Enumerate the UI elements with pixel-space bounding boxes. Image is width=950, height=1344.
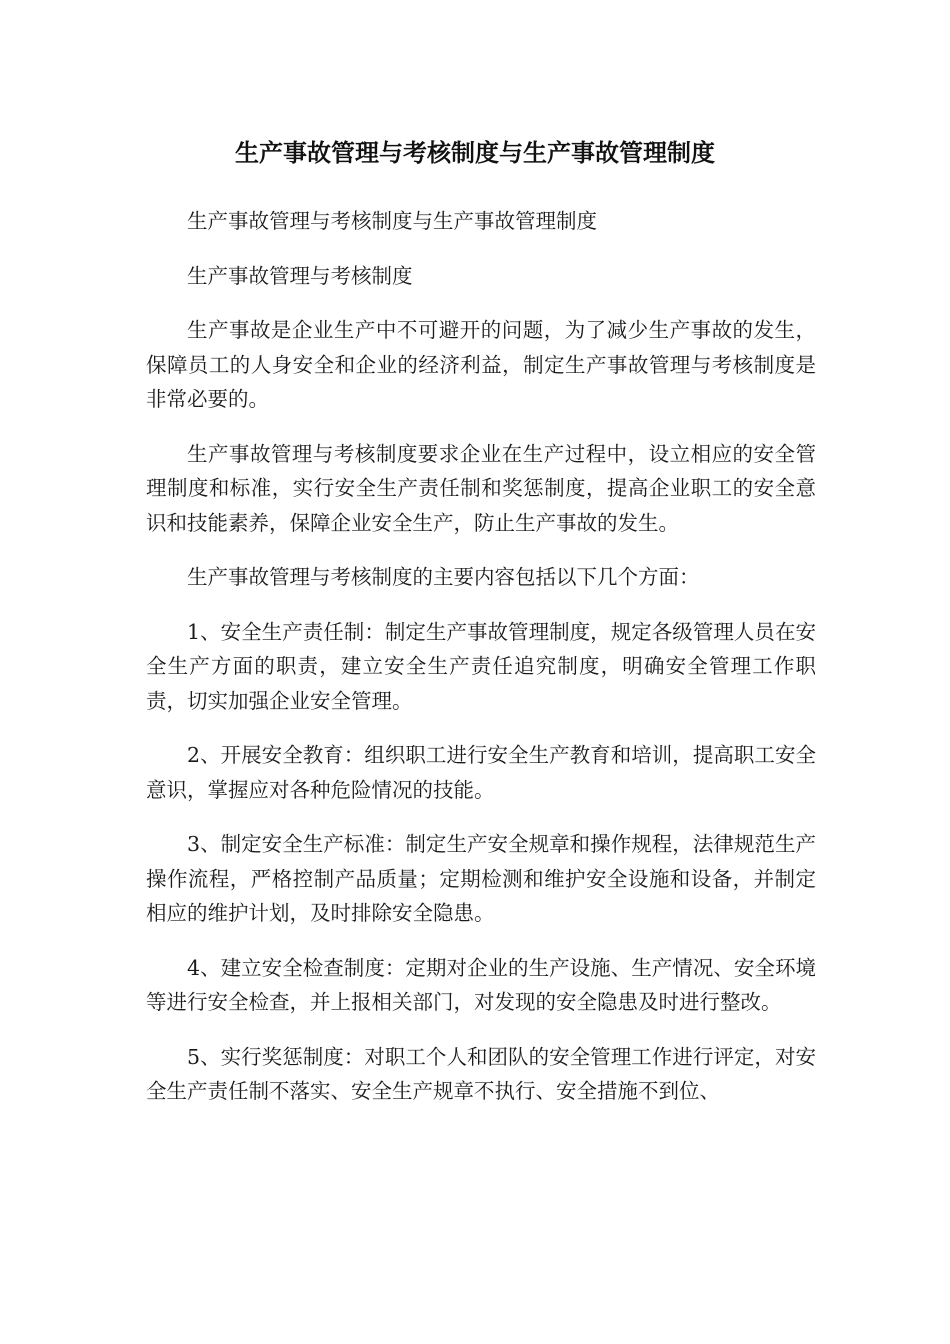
document-title: 生产事故管理与考核制度与生产事故管理制度 xyxy=(235,139,715,167)
list-item-inspection: 4、建立安全检查制度：定期对企业的生产设施、生产情况、安全环境等进行安全检查，并上报相关部门，对发现的安全隐患及时进行整改。 xyxy=(146,955,816,1014)
document-body xyxy=(146,204,816,1129)
paragraph-intro: 生产事故是企业生产中不可避开的问题，为了减少生产事故的发生，保障员工的人身安全和企业的经济利益，制定生产事故管理与考核制度是非常必要的。 xyxy=(146,318,816,411)
paragraph-contents-lead: 生产事故管理与考核制度的主要内容包括以下几个方面： xyxy=(187,565,700,589)
paragraph-heading: 生产事故管理与考核制度 xyxy=(187,263,413,288)
paragraph-requirements: 生产事故管理与考核制度要求企业在生产过程中，设立相应的安全管理制度和标准，实行安全生产责任制和奖惩制度，提高企业职工的安全意识和技能素养，保障企业安全生产，防止生产事故的发生。 xyxy=(146,441,816,535)
paragraph-subtitle: 生产事故管理与考核制度与生产事故管理制度 xyxy=(187,209,597,233)
list-item-responsibility: 1、安全生产责任制：制定生产事故管理制度，规定各级管理人员在安全生产方面的职责，建立安全生产责任追究制度，明确安全管理工作职责，切实加强企业安全管理。 xyxy=(146,619,816,713)
list-item-education: 2、开展安全教育：组织职工进行安全生产教育和培训，提高职工安全意识，掌握应对各种危险情况的技能。 xyxy=(146,743,816,802)
list-item-standards: 3、制定安全生产标准：制定生产安全规章和操作规程，法律规范生产操作流程，严格控制产品质量；定期检测和维护安全设施和设备，并制定相应的维护计划，及时排除安全隐患。 xyxy=(146,832,816,925)
list-item-rewards: 5、实行奖惩制度：对职工个人和团队的安全管理工作进行评定，对安全生产责任制不落实、安全生产规章不执行、安全措施不到位、 xyxy=(146,1044,816,1103)
